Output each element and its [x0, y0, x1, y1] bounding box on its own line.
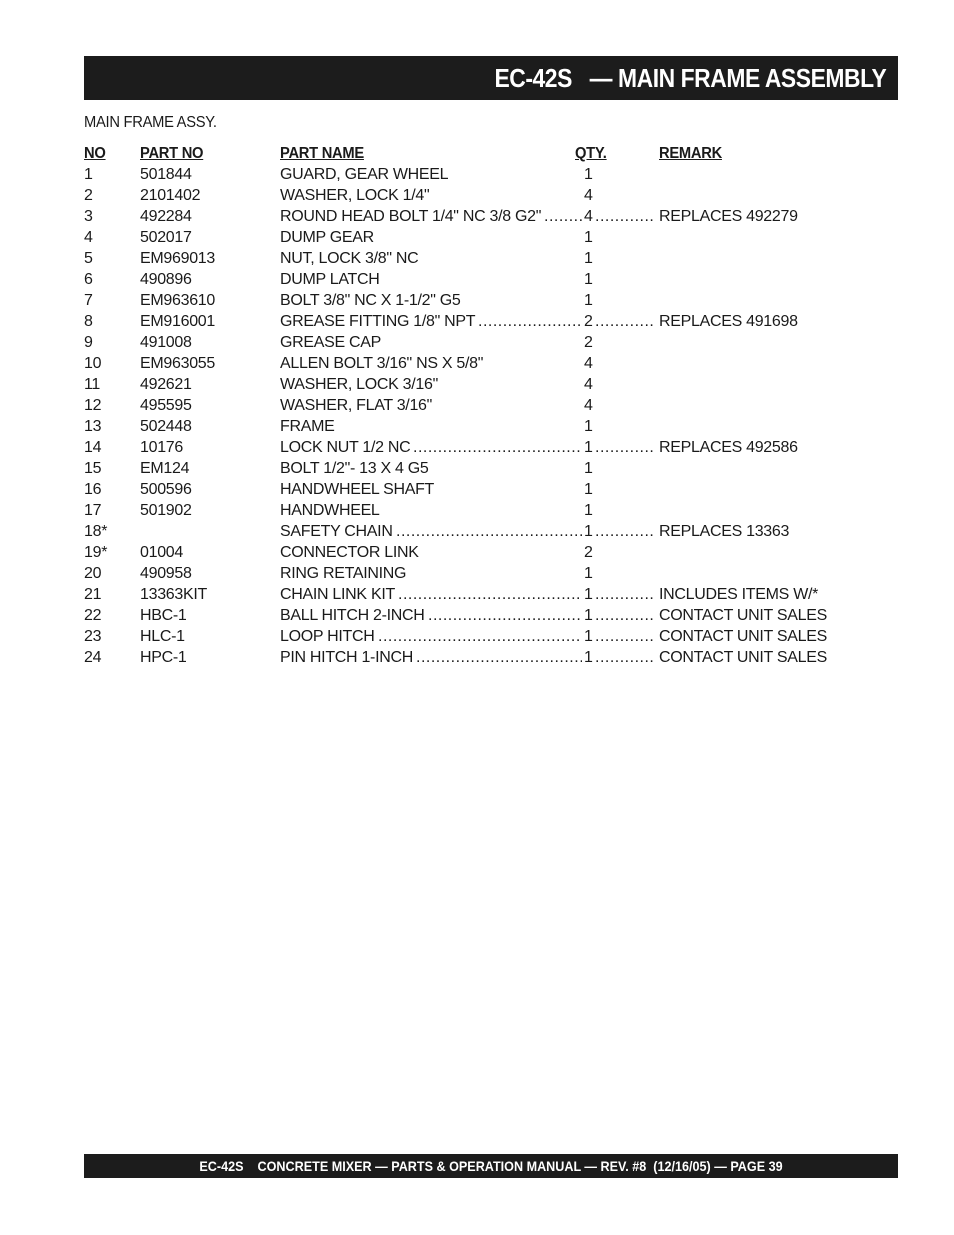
part-number: 501902	[140, 502, 192, 519]
dot-leader	[595, 437, 653, 458]
dot-leader	[378, 626, 582, 647]
table-row	[84, 395, 884, 416]
table-row	[84, 290, 884, 311]
quantity: 2	[584, 544, 593, 561]
quantity: 4	[584, 376, 593, 393]
remark: REPLACES 13363	[659, 523, 790, 540]
item-no: 23	[84, 628, 102, 645]
dot-leader	[478, 311, 582, 332]
part-number: EM124	[140, 460, 190, 477]
table-row	[84, 479, 884, 500]
part-number: EM916001	[140, 313, 215, 330]
part-number: 2101402	[140, 187, 201, 204]
dot-leader	[428, 605, 582, 626]
quantity: 1	[584, 649, 593, 666]
table-row	[84, 248, 884, 269]
table-row	[84, 164, 884, 185]
item-no: 8	[84, 313, 93, 330]
quantity: 1	[584, 460, 593, 477]
quantity: 1	[584, 292, 593, 309]
quantity: 4	[584, 397, 593, 414]
table-row	[84, 563, 884, 584]
part-name: HANDWHEEL SHAFT	[280, 481, 435, 498]
quantity: 1	[584, 229, 593, 246]
part-name: GUARD, GEAR WHEEL	[280, 166, 449, 183]
part-number: 495595	[140, 397, 192, 414]
quantity: 1	[584, 250, 593, 267]
quantity: 1	[584, 628, 593, 645]
part-name: WASHER, FLAT 3/16"	[280, 397, 433, 414]
part-number: 490896	[140, 271, 192, 288]
part-number: HLC-1	[140, 628, 185, 645]
dot-leader	[595, 584, 653, 605]
part-name: RING RETAINING	[280, 565, 407, 582]
table-row	[84, 542, 884, 563]
remark: CONTACT UNIT SALES	[659, 607, 827, 624]
part-number: 500596	[140, 481, 192, 498]
column-header-part-name: PART NAME	[280, 145, 364, 162]
page-title-bar	[84, 56, 898, 100]
dot-leader	[413, 437, 582, 458]
item-no: 3	[84, 208, 93, 225]
item-no: 9	[84, 334, 93, 351]
dot-leader	[544, 206, 582, 227]
part-name: WASHER, LOCK 3/16"	[280, 376, 438, 393]
quantity: 1	[584, 166, 593, 183]
item-no: 15	[84, 460, 102, 477]
parts-table-header	[84, 143, 884, 164]
table-row	[84, 584, 884, 605]
table-row	[84, 647, 884, 668]
dot-leader	[595, 647, 653, 668]
page-title: EC-42S — MAIN FRAME ASSEMBLY	[494, 62, 886, 93]
quantity: 4	[584, 187, 593, 204]
table-row	[84, 311, 884, 332]
table-row	[84, 500, 884, 521]
column-header-remark: REMARK	[659, 145, 722, 162]
column-header-qty: QTY.	[575, 145, 607, 162]
part-name: ROUND HEAD BOLT 1/4" NC 3/8 G2"	[280, 208, 542, 225]
parts-table	[84, 143, 884, 668]
part-name: SAFETY CHAIN	[280, 523, 393, 540]
part-number: 490958	[140, 565, 192, 582]
part-name: NUT, LOCK 3/8" NC	[280, 250, 419, 267]
item-no: 22	[84, 607, 102, 624]
part-number: 491008	[140, 334, 192, 351]
quantity: 1	[584, 418, 593, 435]
part-name: HANDWHEEL	[280, 502, 380, 519]
part-name: DUMP LATCH	[280, 271, 380, 288]
item-no: 4	[84, 229, 93, 246]
part-number: 501844	[140, 166, 192, 183]
page-footer-bar	[84, 1154, 898, 1178]
table-row	[84, 626, 884, 647]
part-name: FRAME	[280, 418, 335, 435]
dot-leader	[595, 521, 653, 542]
part-number: EM963055	[140, 355, 215, 372]
part-name: BOLT 1/2"- 13 X 4 G5	[280, 460, 429, 477]
remark: CONTACT UNIT SALES	[659, 649, 827, 666]
quantity: 2	[584, 334, 593, 351]
dot-leader	[595, 206, 653, 227]
quantity: 4	[584, 355, 593, 372]
part-name: CHAIN LINK KIT	[280, 586, 395, 603]
quantity: 1	[584, 523, 593, 540]
parts-table-body	[84, 164, 884, 668]
quantity: 1	[584, 586, 593, 603]
part-name: CONNECTOR LINK	[280, 544, 419, 561]
quantity: 1	[584, 607, 593, 624]
item-no: 14	[84, 439, 102, 456]
item-no: 24	[84, 649, 102, 666]
item-no: 6	[84, 271, 93, 288]
remark: INCLUDES ITEMS W/*	[659, 586, 819, 603]
dot-leader	[416, 647, 582, 668]
table-row	[84, 605, 884, 626]
quantity: 1	[584, 502, 593, 519]
quantity: 4	[584, 208, 593, 225]
item-no: 5	[84, 250, 93, 267]
table-row	[84, 374, 884, 395]
part-number: EM963610	[140, 292, 215, 309]
item-no: 16	[84, 481, 102, 498]
part-name: GREASE FITTING 1/8" NPT	[280, 313, 476, 330]
part-number: 13363KIT	[140, 586, 207, 603]
remark: REPLACES 492586	[659, 439, 798, 456]
dot-leader	[595, 626, 653, 647]
quantity: 2	[584, 313, 593, 330]
part-name: WASHER, LOCK 1/4"	[280, 187, 430, 204]
part-name: DUMP GEAR	[280, 229, 374, 246]
part-number: 502448	[140, 418, 192, 435]
part-number: 492621	[140, 376, 192, 393]
part-name: PIN HITCH 1-INCH	[280, 649, 413, 666]
page-footer: EC-42S CONCRETE MIXER — PARTS & OPERATION MANUAL — REV. #8 (12/16/05) — PAGE 39	[199, 1158, 783, 1174]
item-no: 20	[84, 565, 102, 582]
remark: CONTACT UNIT SALES	[659, 628, 827, 645]
part-name: GREASE CAP	[280, 334, 382, 351]
quantity: 1	[584, 565, 593, 582]
dot-leader	[398, 584, 582, 605]
table-row	[84, 269, 884, 290]
part-number: EM969013	[140, 250, 215, 267]
table-row	[84, 458, 884, 479]
part-name: LOCK NUT 1/2 NC	[280, 439, 411, 456]
part-name: LOOP HITCH	[280, 628, 375, 645]
table-row	[84, 227, 884, 248]
remark: REPLACES 492279	[659, 208, 798, 225]
quantity: 1	[584, 439, 593, 456]
item-no: 19*	[84, 544, 108, 561]
part-number: HBC-1	[140, 607, 187, 624]
table-row	[84, 521, 884, 542]
item-no: 10	[84, 355, 102, 372]
table-row	[84, 416, 884, 437]
part-number: 492284	[140, 208, 192, 225]
part-number: 10176	[140, 439, 183, 456]
table-row	[84, 437, 884, 458]
item-no: 13	[84, 418, 102, 435]
dot-leader	[396, 521, 582, 542]
table-row	[84, 332, 884, 353]
item-no: 2	[84, 187, 93, 204]
part-number: 502017	[140, 229, 192, 246]
item-no: 12	[84, 397, 102, 414]
item-no: 18*	[84, 523, 108, 540]
item-no: 17	[84, 502, 102, 519]
table-row	[84, 353, 884, 374]
column-header-no: NO	[84, 145, 106, 162]
table-row	[84, 185, 884, 206]
item-no: 7	[84, 292, 93, 309]
part-name: ALLEN BOLT 3/16" NS X 5/8"	[280, 355, 484, 372]
part-name: BOLT 3/8" NC X 1-1/2" G5	[280, 292, 461, 309]
quantity: 1	[584, 481, 593, 498]
part-number: 01004	[140, 544, 183, 561]
section-label: MAIN FRAME ASSY.	[84, 114, 217, 131]
dot-leader	[595, 605, 653, 626]
item-no: 11	[84, 376, 101, 393]
table-row	[84, 206, 884, 227]
remark: REPLACES 491698	[659, 313, 798, 330]
part-number: HPC-1	[140, 649, 187, 666]
quantity: 1	[584, 271, 593, 288]
column-header-part-no: PART NO	[140, 145, 204, 162]
item-no: 21	[84, 586, 102, 603]
part-name: BALL HITCH 2-INCH	[280, 607, 425, 624]
item-no: 1	[84, 166, 93, 183]
dot-leader	[595, 311, 653, 332]
